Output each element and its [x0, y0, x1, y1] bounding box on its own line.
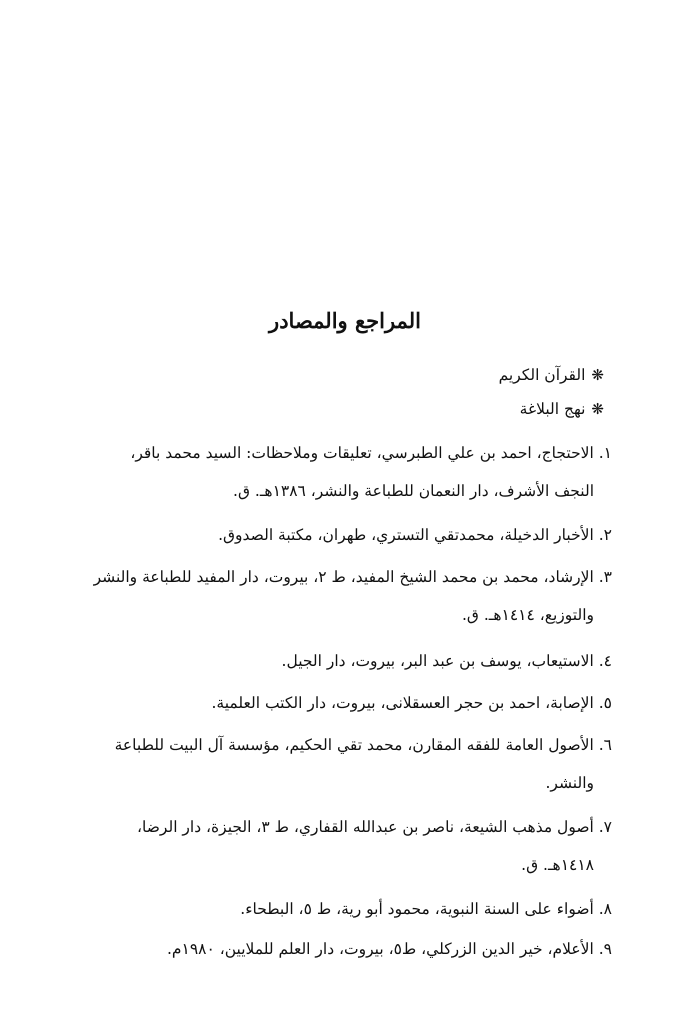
intro-item-quran [499, 366, 604, 384]
reference-text: أضواء على السنة النبوية، محمود أبو رية، ط ٥، البطحاء. [240, 900, 594, 918]
reference-item-8 [77, 890, 612, 928]
reference-text-continued: والنشر. [545, 774, 594, 792]
reference-item-9 [77, 930, 612, 968]
reference-text-continued: ١٤١٨هـ. ق. [521, 856, 594, 874]
reference-item-2 [77, 516, 612, 554]
reference-text: الأخبار الدخيلة، محمدتقي التستري، طهران، مكتبة الصدوق. [218, 526, 594, 544]
reference-item-4 [77, 642, 612, 680]
reference-number: ٩. [598, 940, 612, 958]
reference-text: الإصابة، احمد بن حجر العسقلانى، بيروت، دار الكتب العلمية. [211, 694, 594, 712]
reference-number: ٢. [598, 526, 612, 544]
reference-item-7 [77, 808, 612, 884]
reference-text: الاستيعاب، يوسف بن عبد البر، بيروت، دار الجيل. [281, 652, 594, 670]
intro-text: نهج البلاغة [519, 400, 586, 418]
reference-item-1 [77, 434, 612, 510]
reference-text: الأعلام، خير الدين الزركلي، ط٥، بيروت، دار العلم للملايين، ١٩٨٠م. [166, 940, 594, 958]
asterism-icon: ❋ [591, 400, 604, 418]
reference-item-6 [77, 726, 612, 802]
reference-number: ٣. [598, 568, 612, 586]
reference-text-continued: النجف الأشرف، دار النعمان للطباعة والنشر، ١٣٨٦هـ. ق. [233, 482, 594, 500]
reference-text: أصول مذهب الشيعة، ناصر بن عبدالله القفاري، ط ٣، الجيزة، دار الرضا، [137, 818, 594, 836]
reference-text: الإرشاد، محمد بن محمد الشيخ المفيد، ط ٢، بيروت، دار المفيد للطباعة والنشر [93, 568, 594, 586]
reference-text-continued: والتوزيع، ١٤١٤هـ. ق. [461, 606, 594, 624]
reference-number: ٦. [598, 736, 612, 754]
page-title: المراجع والمصادر [269, 308, 421, 333]
reference-item-5 [77, 684, 612, 722]
reference-number: ٧. [598, 818, 612, 836]
intro-text: القرآن الكريم [498, 366, 586, 384]
reference-text: الأصول العامة للفقه المقارن، محمد تقي الحكيم، مؤسسة آل البيت للطباعة [114, 736, 594, 754]
intro-item-nahj [520, 400, 604, 418]
asterism-icon: ❋ [591, 366, 604, 384]
reference-text: الاحتجاج، احمد بن علي الطبرسي، تعليقات وملاحظات: السيد محمد باقر، [130, 444, 594, 462]
reference-number: ٥. [598, 694, 612, 712]
reference-number: ١. [598, 444, 612, 462]
reference-item-3 [77, 558, 612, 634]
reference-number: ٤. [598, 652, 612, 670]
reference-number: ٨. [598, 900, 612, 918]
